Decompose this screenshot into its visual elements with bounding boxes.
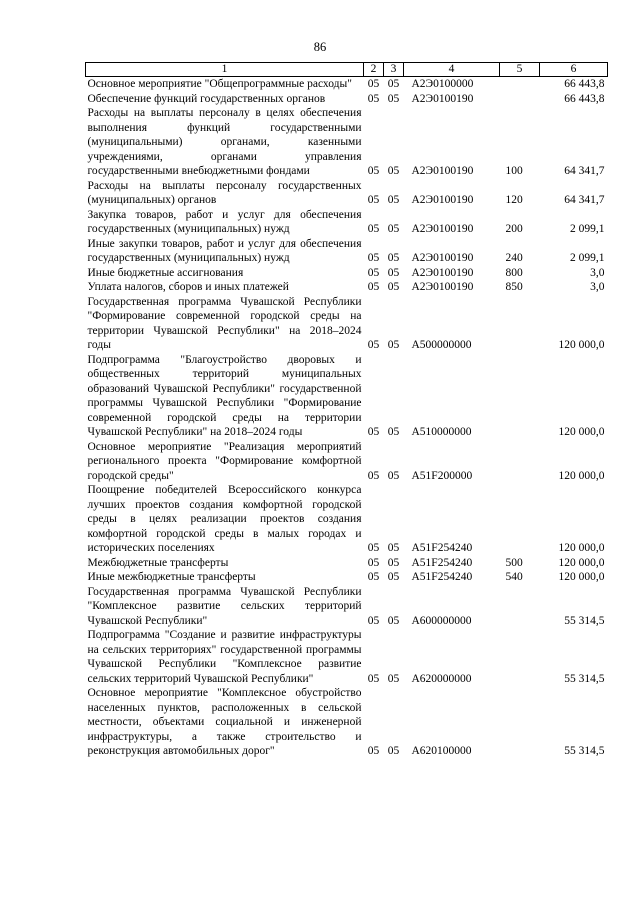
row-amount: 120 000,0 bbox=[558, 469, 605, 482]
row-expense-type: 200 bbox=[505, 223, 523, 235]
page-number: 86 bbox=[313, 40, 327, 54]
row-subsection: 05 bbox=[387, 78, 400, 90]
row-subsection: 05 bbox=[387, 672, 400, 685]
row-target-article: А2Э0100190 bbox=[411, 252, 474, 264]
table-row bbox=[86, 92, 608, 107]
row-expense-type bbox=[500, 483, 540, 556]
row-section: 05 bbox=[367, 281, 380, 293]
row-section: 05 bbox=[367, 745, 380, 757]
column-header: 5 bbox=[500, 63, 540, 77]
row-subsection: 05 bbox=[387, 165, 400, 177]
row-name: Закупка товаров, работ и услуг для обеспечения государственных (муниципальных) нужд bbox=[87, 208, 362, 235]
row-subsection: 05 bbox=[387, 745, 400, 757]
column-header: 6 bbox=[540, 63, 608, 77]
row-amount: 3,0 bbox=[590, 281, 605, 293]
row-target-article: А600000000 bbox=[411, 614, 472, 627]
row-expense-type bbox=[500, 353, 540, 440]
row-expense-type bbox=[500, 585, 540, 629]
row-amount: 66 443,8 bbox=[564, 92, 605, 105]
row-name: Расходы на выплаты персоналу государственных (муниципальных) органов bbox=[87, 179, 362, 206]
row-target-article: А2Э0100190 bbox=[411, 281, 474, 293]
row-subsection: 05 bbox=[387, 542, 400, 554]
row-name: Основное мероприятие "Реализация мероприятий регионального проекта "Формирование комфортной городской среды" bbox=[87, 440, 362, 482]
row-subsection: 05 bbox=[387, 556, 400, 569]
header-row bbox=[86, 63, 608, 77]
row-expense-type: 100 bbox=[505, 165, 523, 177]
row-target-article: А620000000 bbox=[411, 672, 472, 685]
table-row bbox=[86, 295, 608, 353]
row-section: 05 bbox=[367, 672, 380, 685]
row-target-article: А51F254240 bbox=[411, 542, 473, 554]
column-header: 1 bbox=[86, 63, 364, 77]
row-target-article: А500000000 bbox=[411, 339, 472, 351]
row-name: Поощрение победителей Всероссийского конкурса лучших проектов создания комфортной городской среды в целях реализации проектов создания комфортной городской среды в малых городах и исторических поселениях bbox=[87, 484, 362, 554]
row-name: Расходы на выплаты персоналу в целях обеспечения выполнения функций государственными (муниципальными) органами, казенными учреждениями, органами управления государственными внебюджетными фондами bbox=[87, 107, 362, 177]
table-row bbox=[86, 280, 608, 295]
table-row bbox=[86, 179, 608, 208]
row-name: Иные межбюджетные трансферты bbox=[87, 571, 256, 583]
row-subsection: 05 bbox=[387, 339, 400, 351]
table-row bbox=[86, 628, 608, 686]
row-target-article: А2Э0100190 bbox=[411, 194, 474, 206]
column-header: 2 bbox=[364, 63, 384, 77]
row-amount: 55 314,5 bbox=[564, 614, 605, 627]
table-row bbox=[86, 440, 608, 484]
table-row bbox=[86, 483, 608, 556]
row-name: Уплата налогов, сборов и иных платежей bbox=[87, 281, 289, 293]
row-amount: 3,0 bbox=[590, 266, 605, 279]
row-name: Государственная программа Чувашской Республики "Формирование современной городской среды на территории Чувашской Республики" на 2018–2024 годы bbox=[87, 295, 362, 351]
row-target-article: А2Э0100190 bbox=[411, 165, 474, 177]
row-name: Основное мероприятие "Общепрограммные расходы" bbox=[87, 78, 352, 90]
row-amount: 2 099,1 bbox=[570, 252, 605, 264]
table-header bbox=[86, 63, 608, 77]
row-name: Подпрограмма "Благоустройство дворовых и общественных территорий муниципальных образований Чувашской Республики" государственной программы Чувашской Республики "Формирование современной городской среды на территории Чувашской Республики" на 2018–2024 годы bbox=[87, 353, 362, 438]
row-section: 05 bbox=[367, 542, 380, 554]
row-amount: 120 000,0 bbox=[558, 571, 605, 583]
row-amount: 55 314,5 bbox=[564, 745, 605, 757]
row-expense-type: 540 bbox=[505, 571, 523, 583]
row-target-article: А51F254240 bbox=[411, 571, 473, 583]
table-row bbox=[86, 686, 608, 759]
row-subsection: 05 bbox=[387, 281, 400, 293]
row-name: Государственная программа Чувашской Республики "Комплексное развитие сельских территорий Чувашской Республики" bbox=[87, 585, 362, 627]
table-row bbox=[86, 208, 608, 237]
row-amount: 66 443,8 bbox=[564, 78, 605, 90]
row-amount: 64 341,7 bbox=[564, 194, 605, 206]
table-row bbox=[86, 353, 608, 440]
row-section: 05 bbox=[367, 223, 380, 235]
table-row bbox=[86, 570, 608, 585]
row-section: 05 bbox=[367, 426, 380, 438]
row-subsection: 05 bbox=[387, 426, 400, 438]
row-name: Иные бюджетные ассигнования bbox=[87, 266, 244, 279]
budget-table bbox=[85, 62, 608, 759]
row-name: Иные закупки товаров, работ и услуг для обеспечения государственных (муниципальных) нужд bbox=[87, 237, 362, 264]
table-body bbox=[86, 77, 608, 759]
table-row bbox=[86, 106, 608, 179]
row-name: Подпрограмма "Создание и развитие инфраструктуры на сельских территориях" государственной программы Чувашской Республики "Комплексное развитие сельских территорий Чувашской Республики" bbox=[87, 629, 362, 685]
row-name: Обеспечение функций государственных органов bbox=[87, 92, 326, 105]
row-section: 05 bbox=[367, 266, 380, 279]
row-expense-type bbox=[500, 686, 540, 759]
row-subsection: 05 bbox=[387, 614, 400, 627]
row-section: 05 bbox=[367, 92, 380, 105]
row-subsection: 05 bbox=[387, 266, 400, 279]
column-header: 3 bbox=[384, 63, 404, 77]
row-section: 05 bbox=[367, 556, 380, 569]
row-amount: 120 000,0 bbox=[558, 556, 605, 569]
row-section: 05 bbox=[367, 339, 380, 351]
table-row bbox=[86, 585, 608, 629]
row-target-article: А620100000 bbox=[411, 745, 472, 757]
row-section: 05 bbox=[367, 194, 380, 206]
row-section: 05 bbox=[367, 614, 380, 627]
row-expense-type bbox=[500, 440, 540, 484]
table-row bbox=[86, 237, 608, 266]
row-target-article: А51F254240 bbox=[411, 556, 473, 569]
row-amount: 64 341,7 bbox=[564, 165, 605, 177]
row-expense-type: 120 bbox=[505, 194, 523, 206]
row-expense-type bbox=[500, 295, 540, 353]
row-section: 05 bbox=[367, 469, 380, 482]
row-section: 05 bbox=[367, 78, 380, 90]
row-expense-type: 500 bbox=[505, 556, 523, 569]
row-target-article: А2Э0100190 bbox=[411, 92, 474, 105]
row-target-article: А2Э0100190 bbox=[411, 266, 474, 279]
row-expense-type: 800 bbox=[505, 266, 523, 279]
row-target-article: А2Э0100000 bbox=[411, 78, 474, 90]
row-amount: 120 000,0 bbox=[558, 426, 605, 438]
row-subsection: 05 bbox=[387, 469, 400, 482]
row-subsection: 05 bbox=[387, 194, 400, 206]
row-name: Межбюджетные трансферты bbox=[87, 556, 229, 569]
row-target-article: А2Э0100190 bbox=[411, 223, 474, 235]
row-section: 05 bbox=[367, 252, 380, 264]
row-amount: 2 099,1 bbox=[570, 223, 605, 235]
row-expense-type bbox=[500, 628, 540, 686]
row-subsection: 05 bbox=[387, 571, 400, 583]
row-expense-type: 850 bbox=[505, 281, 523, 293]
row-section: 05 bbox=[367, 571, 380, 583]
row-expense-type: 240 bbox=[505, 252, 523, 264]
row-amount: 120 000,0 bbox=[558, 542, 605, 554]
table-row bbox=[86, 77, 608, 92]
row-amount: 55 314,5 bbox=[564, 672, 605, 685]
row-expense-type bbox=[500, 77, 540, 92]
row-amount: 120 000,0 bbox=[558, 339, 605, 351]
row-name: Основное мероприятие "Комплексное обустройство населенных пунктов, расположенных в сельской местности, объектами социальной и инженерной инфраструктуры, а также строительство и реконструкция автомобильных дорог" bbox=[87, 687, 362, 757]
column-header: 4 bbox=[404, 63, 500, 77]
row-target-article: А51F200000 bbox=[411, 469, 473, 482]
row-expense-type bbox=[500, 92, 540, 107]
table-row bbox=[86, 556, 608, 571]
row-subsection: 05 bbox=[387, 92, 400, 105]
row-subsection: 05 bbox=[387, 252, 400, 264]
table-row bbox=[86, 266, 608, 281]
row-subsection: 05 bbox=[387, 223, 400, 235]
row-section: 05 bbox=[367, 165, 380, 177]
row-target-article: А510000000 bbox=[411, 426, 472, 438]
